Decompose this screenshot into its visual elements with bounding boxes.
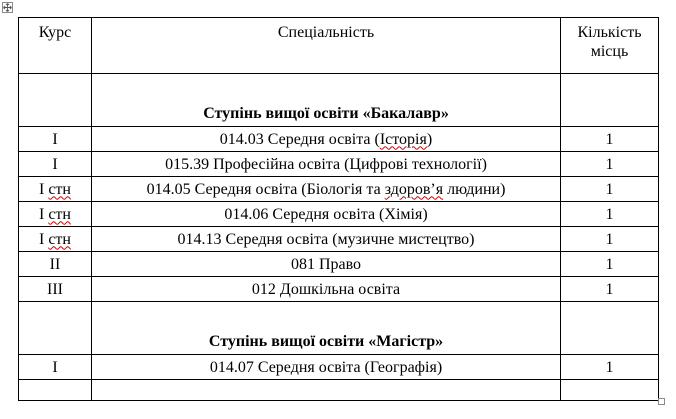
seats-cell: 1 xyxy=(561,177,659,202)
move-arrows-icon xyxy=(3,3,12,12)
header-seats xyxy=(561,18,659,74)
seats-cell: 1 xyxy=(561,252,659,277)
empty-row xyxy=(19,380,659,401)
course-cell: I xyxy=(19,355,92,380)
seats-cell: 1 xyxy=(561,152,659,177)
table-resize-handle[interactable] xyxy=(658,398,665,405)
section-row-master xyxy=(19,302,659,355)
specialty-cell: 015.39 Професійна освіта (Цифрові технології) xyxy=(92,152,561,177)
table-header-row xyxy=(19,18,659,74)
header-specialty: Спеціальність xyxy=(92,18,561,74)
specialty-cell: 014.07 Середня освіта (Географія) xyxy=(92,355,561,380)
section-title: Ступінь вищої освіти «Бакалавр» xyxy=(92,74,561,127)
course-cell: I стн xyxy=(19,227,92,252)
seats-cell: 1 xyxy=(561,277,659,302)
table-row xyxy=(19,252,659,277)
table-row xyxy=(19,152,659,177)
course-cell: I стн xyxy=(19,202,92,227)
specialty-cell: 012 Дошкільна освіта xyxy=(92,277,561,302)
table-row xyxy=(19,355,659,380)
specialty-cell: 014.06 Середня освіта (Хімія) xyxy=(92,202,561,227)
course-cell: I xyxy=(19,127,92,152)
course-cell: III xyxy=(19,277,92,302)
seats-cell: 1 xyxy=(561,227,659,252)
specialty-cell: 014.13 Середня освіта (музичне мистецтво) xyxy=(92,227,561,252)
header-seats-line1: Кількість xyxy=(577,24,642,41)
header-seats-line2: місць xyxy=(590,43,629,60)
admission-seats-table xyxy=(18,17,659,401)
table-row xyxy=(19,227,659,252)
table-row xyxy=(19,177,659,202)
specialty-cell: 014.03 Середня освіта (Історія) xyxy=(92,127,561,152)
table-move-handle[interactable] xyxy=(2,2,13,13)
seats-cell: 1 xyxy=(561,355,659,380)
seats-cell: 1 xyxy=(561,127,659,152)
course-cell: I xyxy=(19,152,92,177)
specialty-cell: 014.05 Середня освіта (Біологія та здоров’я людини) xyxy=(92,177,561,202)
section-title: Ступінь вищої освіти «Магістр» xyxy=(92,302,561,355)
seats-cell: 1 xyxy=(561,202,659,227)
table-row xyxy=(19,127,659,152)
table-row xyxy=(19,202,659,227)
specialty-cell: 081 Право xyxy=(92,252,561,277)
course-cell: I стн xyxy=(19,177,92,202)
table-row xyxy=(19,277,659,302)
header-course: Курс xyxy=(19,18,92,74)
course-cell: II xyxy=(19,252,92,277)
section-row-bachelor xyxy=(19,74,659,127)
